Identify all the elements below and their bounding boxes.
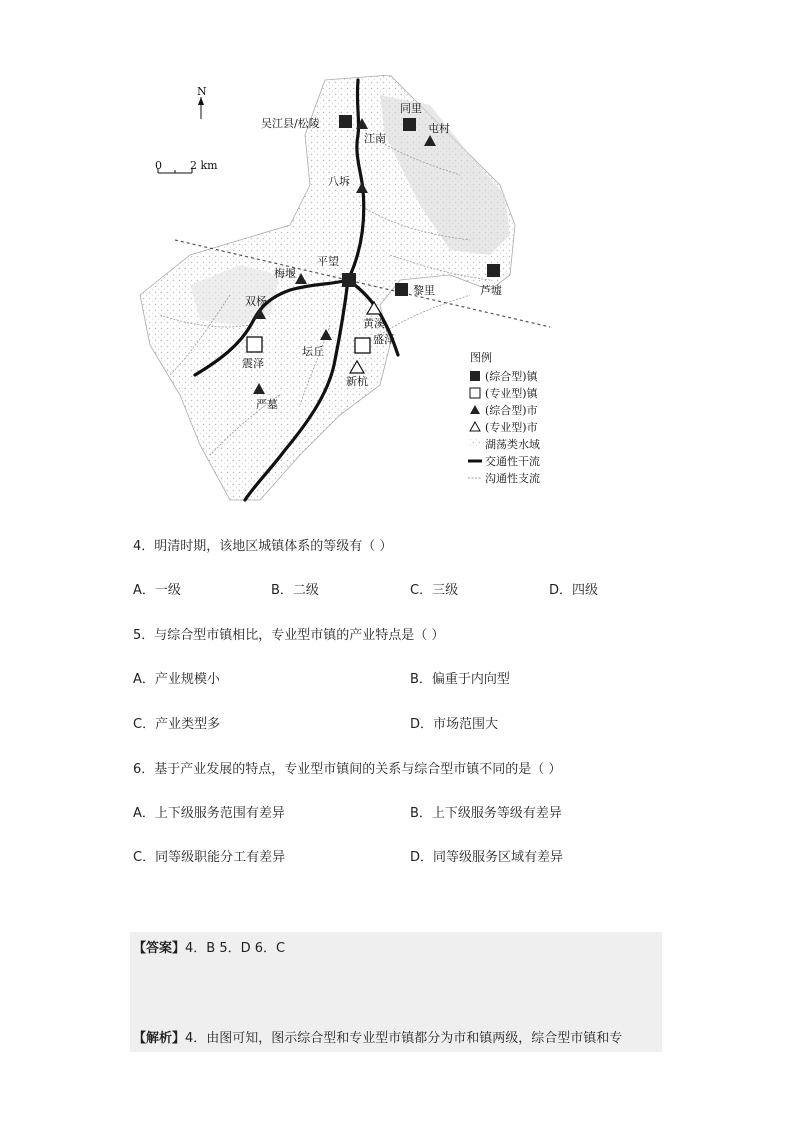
legend-item-7: 沟通性支流 <box>485 472 540 485</box>
answer-line <box>133 940 285 958</box>
label-yanmu: 严墓 <box>256 398 278 411</box>
question-6-stem: 6．基于产业发展的特点，专业型市镇间的关系与综合型市镇不同的是（ ） <box>133 762 562 777</box>
marker-pingwang <box>342 273 356 287</box>
question-4-option-b[interactable]: B．二级 <box>271 583 319 598</box>
label-meiyan: 梅堰 <box>274 267 296 280</box>
label-luxu: 芦墟 <box>480 284 502 297</box>
north-label: N <box>197 85 207 98</box>
town-map <box>130 75 570 505</box>
question-6-option-c[interactable]: C．同等级职能分工有差异 <box>133 850 286 865</box>
label-tanqiu: 坛丘 <box>302 345 324 358</box>
analysis-line <box>133 1030 622 1048</box>
question-5-stem: 5．与综合型市镇相比，专业型市镇的产业特点是（ ） <box>133 628 445 643</box>
legend-symbol-specialized-town <box>470 388 480 398</box>
legend-item-6: 交通性干流 <box>485 455 540 468</box>
question-5-option-d[interactable]: D．市场范围大 <box>410 717 499 732</box>
legend-item-3: (综合型)市 <box>485 404 538 417</box>
label-pingwang: 平望 <box>317 255 339 268</box>
label-tuncun: 屯村 <box>428 122 450 135</box>
scale-zero-label: 0 <box>155 159 162 172</box>
legend-item-5: 湖荡类水域 <box>485 438 540 451</box>
label-shengze: 盛泽 <box>373 333 395 346</box>
label-lili: 黎里 <box>413 284 435 297</box>
marker-wujiang <box>339 115 352 128</box>
label-baxie: 八坼 <box>328 175 350 188</box>
question-4-option-c[interactable]: C．三级 <box>410 583 459 598</box>
scale-length-label: 2 km <box>190 159 218 172</box>
label-xinhang: 新杭 <box>346 375 368 388</box>
legend-symbol-lake <box>470 439 480 448</box>
analysis-label: 【解析】 <box>133 1031 186 1046</box>
question-5-option-c[interactable]: C．产业类型多 <box>133 717 221 732</box>
question-5-option-a[interactable]: A．产业规模小 <box>133 672 220 687</box>
label-jiangnan: 江南 <box>364 132 386 145</box>
map-legend <box>468 350 540 485</box>
map-figure <box>130 75 570 505</box>
label-huangxi: 黄溪 <box>363 317 385 330</box>
marker-lili <box>395 283 408 296</box>
legend-item-4: (专业型)市 <box>485 421 538 434</box>
marker-zhenze <box>247 337 262 352</box>
label-wujiang: 吴江县/松陵 <box>261 117 320 130</box>
question-4-option-a[interactable]: A．一级 <box>133 583 181 598</box>
label-shuangyang: 双杨 <box>245 295 267 308</box>
answer-label: 【答案】 <box>133 941 186 956</box>
label-zhenze: 震泽 <box>242 357 264 370</box>
marker-luxu <box>487 264 500 277</box>
question-6-option-a[interactable]: A．上下级服务范围有差异 <box>133 806 285 821</box>
legend-symbol-composite-market <box>470 405 480 414</box>
question-4-option-d[interactable]: D．四级 <box>549 583 599 598</box>
question-6-option-b[interactable]: B．上下级服务等级有差异 <box>410 806 562 821</box>
question-6-option-d[interactable]: D．同等级服务区域有差异 <box>410 850 564 865</box>
question-4-stem: 4．明清时期，该地区城镇体系的等级有（ ） <box>133 539 393 554</box>
marker-tongli <box>403 118 416 131</box>
legend-symbol-specialized-market <box>470 422 480 431</box>
marker-shengze <box>355 338 370 353</box>
legend-title: 图例 <box>470 351 492 364</box>
legend-symbol-composite-town <box>470 371 480 381</box>
label-tongli: 同里 <box>400 102 422 115</box>
legend-item-1: (综合型)镇 <box>485 370 538 383</box>
analysis-text: 4．由图可知，图示综合型和专业型市镇都分为市和镇两级，综合型市镇和专 <box>185 1031 623 1046</box>
scale-bar <box>155 159 218 173</box>
north-arrow <box>197 85 207 119</box>
question-5-option-b[interactable]: B．偏重于内向型 <box>410 672 510 687</box>
answer-text: 4．B 5．D 6．C <box>185 941 286 956</box>
legend-item-2: (专业型)镇 <box>485 387 538 400</box>
